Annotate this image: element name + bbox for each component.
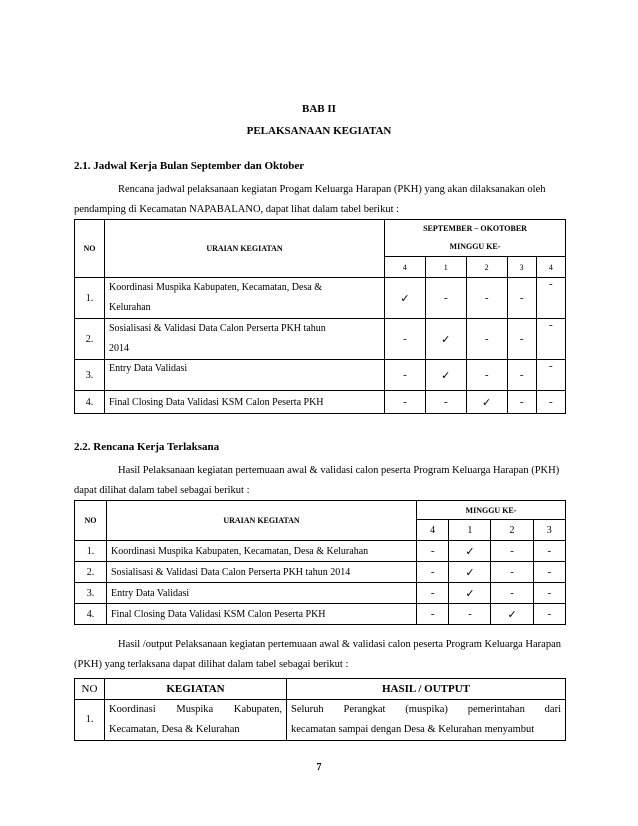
week-header: 1 [425, 257, 466, 278]
week-mark: - [491, 583, 533, 604]
row-kegiatan [105, 700, 287, 741]
week-mark: ✓ [491, 604, 533, 625]
col-no-header: NO [75, 679, 105, 700]
section-1-paragraph: Rencana jadwal pelaksanaan kegiatan Progam Keluarga Harapan (PKH) yang akan dilaksanakan oleh pendamping di Kecamatan NAPABALANO, dapat lihat dalam tabel berikut : [74, 184, 546, 215]
week-mark: - [466, 319, 507, 360]
week-mark: - [466, 278, 507, 319]
week-mark: - [533, 604, 565, 625]
week-mark: - [536, 319, 565, 360]
week-header: 3 [507, 257, 536, 278]
table-row [75, 583, 566, 604]
chapter-label: BAB II [302, 103, 336, 115]
minggu-header: MINGGU KE- [417, 501, 566, 520]
row-hasil [287, 700, 566, 741]
week-mark: - [385, 319, 426, 360]
table-row [75, 604, 566, 625]
week-mark: - [385, 391, 426, 414]
period-header [385, 220, 566, 257]
row-activity: Entry Data Validasi [105, 360, 385, 391]
col-kegiatan-header: KEGIATAN [105, 679, 287, 700]
section-2-heading: 2.2. Rencana Kerja Terlaksana [74, 441, 220, 453]
row-activity: Koordinasi Muspika Kabupaten, Kecamatan, Desa & Kelurahan [107, 541, 417, 562]
row-activity: Sosialisasi & Validasi Data Calon Perserta PKH tahun 2014 [107, 562, 417, 583]
minggu-label: MINGGU KE- [449, 242, 501, 251]
row-hasil-line: kecamatan sampai dengan Desa & Kelurahan menyambut [291, 724, 535, 735]
week-mark: - [491, 562, 533, 583]
output-table [74, 678, 566, 741]
row-number: 4. [75, 391, 105, 414]
week-header: 4 [385, 257, 426, 278]
row-activity: Final Closing Data Validasi KSM Calon Peserta PKH [105, 391, 385, 414]
table-row [75, 360, 566, 391]
row-number: 1. [75, 700, 105, 741]
week-mark: - [507, 278, 536, 319]
period-label: SEPTEMBER – OKOTOBER [423, 224, 527, 233]
row-activity [105, 319, 385, 360]
week-mark: ✓ [449, 541, 491, 562]
week-mark: - [507, 319, 536, 360]
row-activity-line: 2014 [109, 343, 129, 354]
row-kegiatan-line: Kecamatan, Desa & Kelurahan [109, 724, 240, 735]
week-header: 2 [491, 520, 533, 541]
week-header: 3 [533, 520, 565, 541]
week-mark: - [536, 360, 565, 391]
row-hasil-line: Seluruh Perangkat (muspika) pemerintahan dari [291, 704, 561, 715]
week-mark: - [533, 562, 565, 583]
week-mark: - [507, 360, 536, 391]
week-mark: - [417, 562, 449, 583]
week-mark: - [449, 604, 491, 625]
page-number: 7 [316, 762, 322, 773]
schedule-table [74, 219, 566, 414]
section-2-paragraph: Hasil Pelaksanaan kegiatan pertemuaan awal & validasi calon peserta Program Keluarga Harapan (PKH) dapat dilihat dalam tabel sebagai berikut : [74, 465, 560, 496]
week-mark: - [491, 541, 533, 562]
col-no-header: NO [75, 220, 105, 278]
week-mark: ✓ [425, 360, 466, 391]
row-activity-line: Koordinasi Muspika Kabupaten, Kecamatan, Desa & [109, 282, 322, 293]
row-number: 1. [75, 278, 105, 319]
row-number: 2. [75, 319, 105, 360]
week-mark: ✓ [449, 562, 491, 583]
table-row [75, 278, 566, 319]
week-header: 2 [466, 257, 507, 278]
table-row [75, 541, 566, 562]
week-mark: - [417, 604, 449, 625]
week-mark: - [536, 391, 565, 414]
week-mark: - [507, 391, 536, 414]
row-number: 4. [75, 604, 107, 625]
week-mark: ✓ [385, 278, 426, 319]
week-header: 4 [417, 520, 449, 541]
realization-table [74, 500, 566, 625]
row-kegiatan-line: Koordinasi Muspika Kabupaten, [109, 704, 282, 715]
row-number: 3. [75, 583, 107, 604]
table-row [75, 700, 566, 741]
table-row [75, 319, 566, 360]
week-header: 1 [449, 520, 491, 541]
row-activity-line: Sosialisasi & Validasi Data Calon Perserta PKH tahun [109, 323, 326, 334]
row-number: 3. [75, 360, 105, 391]
row-number: 1. [75, 541, 107, 562]
week-mark: - [466, 360, 507, 391]
week-mark: - [536, 278, 565, 319]
section-1-heading: 2.1. Jadwal Kerja Bulan September dan Oktober [74, 160, 305, 172]
week-mark: - [425, 278, 466, 319]
row-activity [105, 278, 385, 319]
col-no-header: NO [75, 501, 107, 541]
week-mark: ✓ [449, 583, 491, 604]
week-header: 4 [536, 257, 565, 278]
week-mark: - [425, 391, 466, 414]
week-mark: - [533, 541, 565, 562]
week-mark: ✓ [425, 319, 466, 360]
week-mark: ✓ [466, 391, 507, 414]
row-number: 2. [75, 562, 107, 583]
row-activity: Entry Data Validasi [107, 583, 417, 604]
col-uraian-header: URAIAN KEGIATAN [107, 501, 417, 541]
week-mark: - [533, 583, 565, 604]
section-2-output-paragraph: Hasil /output Pelaksanaan kegiatan pertemuaan awal & validasi calon peserta Program Keluarga Harapan (PKH) yang terlaksana dapat dilihat dalam tabel sebagai berikut : [74, 639, 561, 670]
col-hasil-header: HASIL / OUTPUT [287, 679, 566, 700]
table-row [75, 562, 566, 583]
row-activity: Final Closing Data Validasi KSM Calon Peserta PKH [107, 604, 417, 625]
chapter-title: PELAKSANAAN KEGIATAN [246, 125, 392, 137]
table-row [75, 391, 566, 414]
week-mark: - [417, 541, 449, 562]
row-activity-line: Kelurahan [109, 302, 151, 313]
col-uraian-header: URAIAN KEGIATAN [105, 220, 385, 278]
week-mark: - [417, 583, 449, 604]
week-mark: - [385, 360, 426, 391]
